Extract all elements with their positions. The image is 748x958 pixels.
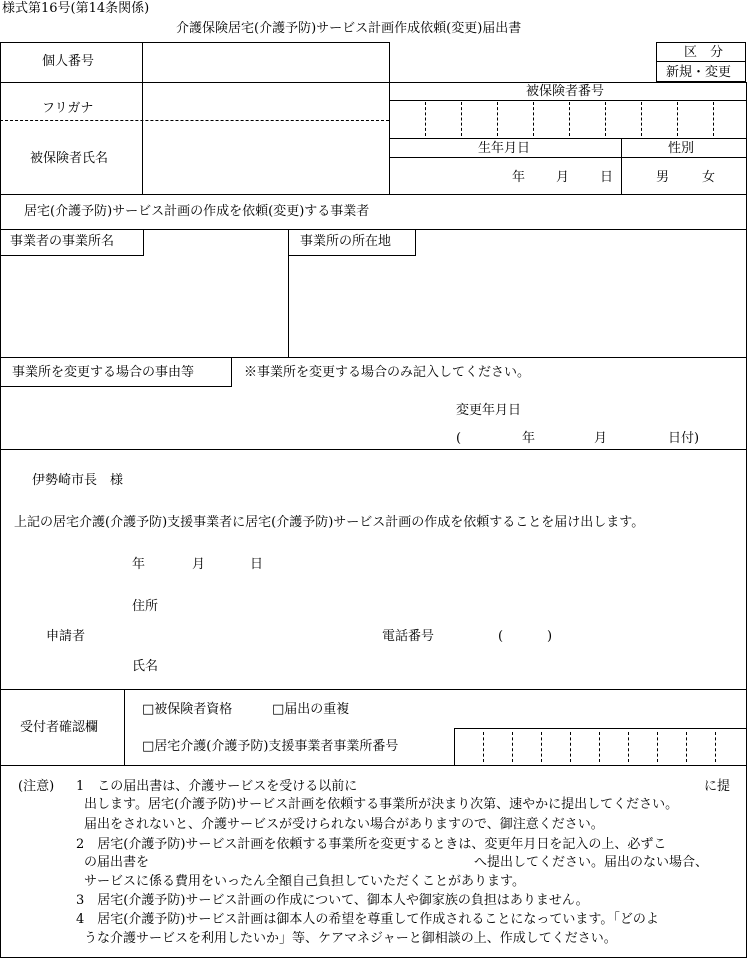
phone-label: 電話番号 — [382, 629, 435, 644]
change-date-year: 年 — [522, 431, 536, 446]
insured-number-label: 被保険者番号 — [526, 84, 605, 99]
change-reason-note: ※事業所を変更する場合のみ記入してください。 — [244, 365, 531, 380]
apply-date-year: 年 — [132, 557, 146, 572]
notes-line: 2 居宅(介護予防)サービス計画を依頼する事業所を変更するときは、変更年月日を記入の上、必ずこ — [76, 837, 667, 852]
provider-section-title: 居宅(介護予防)サービス計画の作成を依頼(変更)する事業者 — [24, 204, 370, 219]
gender-male[interactable]: 男 — [656, 170, 670, 185]
phone-open: ( — [498, 629, 504, 644]
provider-office-name-label: 事業者の事業所名 — [10, 234, 115, 249]
check-provider-office-number[interactable]: □居宅介護(介護予防)支援事業者事業所番号 — [142, 739, 399, 754]
applicant-address-label: 住所 — [132, 599, 159, 614]
provider-office-number-boxes — [454, 728, 747, 766]
addressee: 伊勢崎市長 様 — [32, 473, 124, 488]
check-duplicate-filing[interactable]: □届出の重複 — [272, 702, 350, 717]
form-number: 様式第16号(第14条関係) — [2, 1, 150, 16]
change-date-day: 日付) — [668, 431, 700, 446]
notes-line: 1 この届出書は、介護サービスを受ける以前に — [76, 779, 358, 794]
apply-date-day: 日 — [250, 557, 264, 572]
notes-line: 出します。居宅(介護予防)サービス計画を依頼する事業所が決まり次第、速やかに提出してください。 — [84, 797, 679, 812]
personal-number-label: 個人番号 — [42, 54, 95, 69]
notes-line: 届出をされないと、介護サービスが受けられない場合がありますので、御注意ください。 — [84, 817, 604, 832]
birth-year: 年 — [512, 170, 526, 185]
change-date-month: 月 — [594, 431, 608, 446]
check-insured-qualification[interactable]: □被保険者資格 — [142, 702, 233, 717]
apply-date-month: 月 — [192, 557, 206, 572]
gender-female[interactable]: 女 — [702, 170, 716, 185]
declaration-text: 上記の居宅介護(介護予防)支援事業者に居宅(介護予防)サービス計画の作成を依頼することを届け出します。 — [14, 515, 645, 530]
change-date-label: 変更年月日 — [456, 403, 522, 418]
notes-line: サービスに係る費用をいったん全額自己負担していただくことがあります。 — [84, 874, 525, 889]
notes-line: へ提出してください。届出のない場合、 — [474, 855, 709, 870]
category-value[interactable]: 新規・変更 — [666, 65, 732, 80]
change-date-open: ( — [456, 431, 462, 446]
applicant-label: 申請者 — [46, 629, 86, 644]
notes-line: 3 居宅(介護予防)サービス計画の作成について、御本人や御家族の負担はありません。 — [76, 893, 589, 908]
birth-day: 日 — [600, 170, 614, 185]
birth-label: 生年月日 — [478, 141, 531, 156]
provider-office-address-label: 事業所の所在地 — [300, 234, 392, 249]
insured-name-label: 被保険者氏名 — [30, 151, 109, 166]
category-header: 区 分 — [684, 45, 724, 60]
birth-month: 月 — [556, 170, 570, 185]
receipt-label: 受付者確認欄 — [20, 720, 99, 735]
applicant-name-label: 氏名 — [132, 659, 159, 674]
change-reason-label: 事業所を変更する場合の事由等 — [12, 365, 195, 380]
notes-heading: (注意) — [18, 779, 55, 794]
form-title: 介護保険居宅(介護予防)サービス計画作成依頼(変更)届出書 — [176, 21, 522, 36]
notes-line: 4 居宅(介護予防)サービス計画は御本人の希望を尊重して作成されることになっています。「どのよ — [76, 912, 659, 927]
notes-line: うな介護サービスを利用したいか」等、ケアマネジャーと御相談の上、作成してください。 — [84, 931, 617, 946]
phone-close: ) — [547, 629, 553, 644]
gender-label: 性別 — [668, 141, 695, 156]
notes-line: の届出書を — [84, 855, 150, 870]
furigana-label: フリガナ — [42, 101, 94, 116]
notes-line: に提 — [704, 779, 731, 794]
